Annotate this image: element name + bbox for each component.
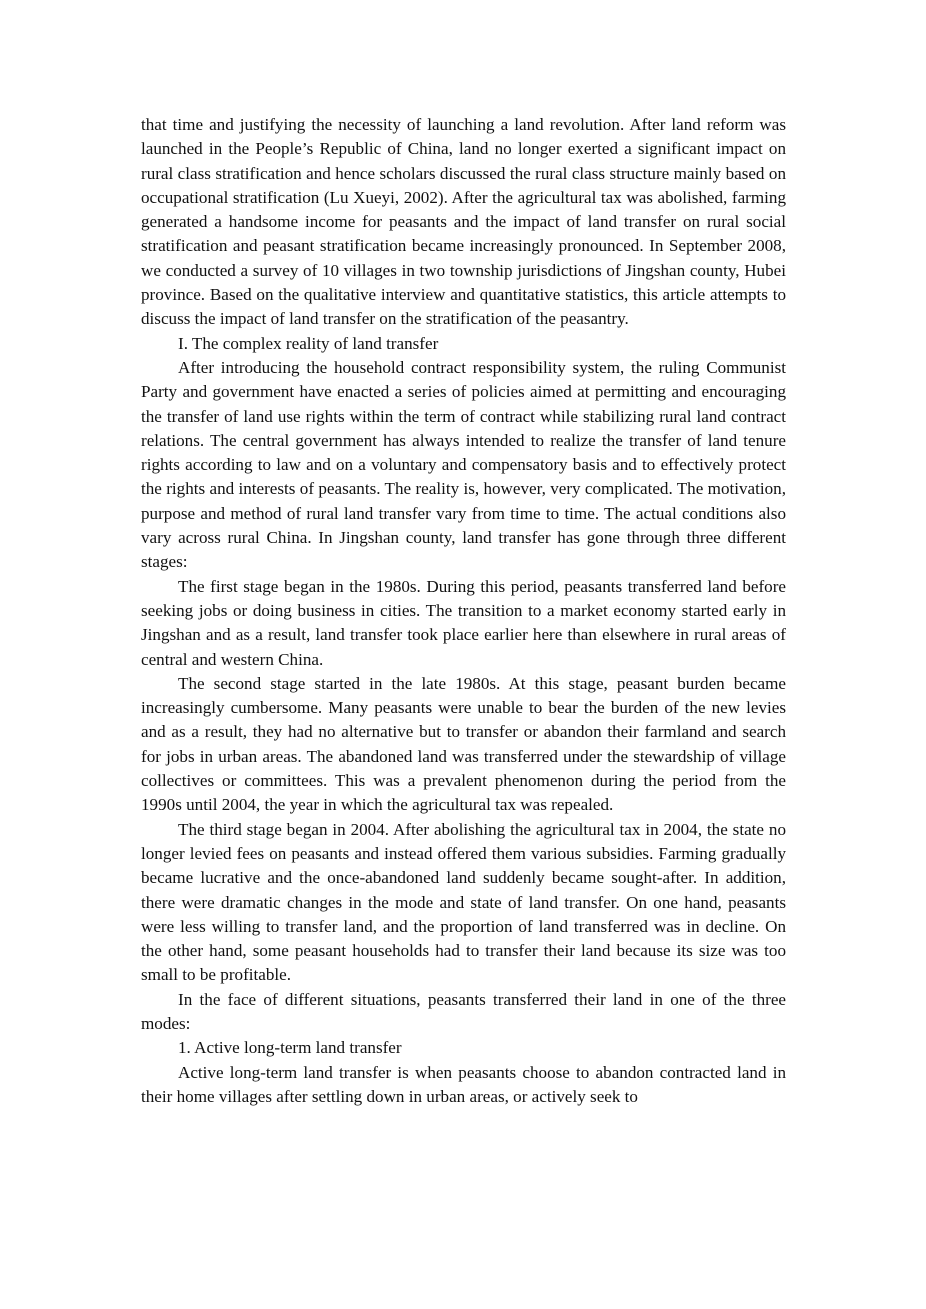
section-heading-complex-reality: I. The complex reality of land transfer: [178, 333, 439, 353]
paragraph-contract-system: After introducing the household contract responsibility system, the ruling Communist Party and government have enacted a series of policies aimed at permitting and encouraging the transfer of land use rights within the term of contract while stabilizing rural land contract relations. The central government has always intended to realize the transfer of land tenure rights according to law and on a voluntary and compensatory basis and to effectively protect the rights and interests of peasants. The reality is, however, very complicated. The motivation, purpose and method of rural land transfer vary from time to time. The actual conditions also vary across rural China. In Jingshan county, land transfer has gone through three different stages:: [141, 357, 786, 572]
paragraph-second-stage: The second stage started in the late 1980s. At this stage, peasant burden became increasingly cumbersome. Many peasants were unable to bear the burden of the new levies and as a result, they had no alternative but to transfer or abandon their farmland and search for jobs in urban areas. The abandoned land was transferred under the stewardship of village collectives or committees. This was a prevalent phenomenon during the period from the 1990s until 2004, the year in which the agricultural tax was repealed.: [141, 673, 786, 815]
document-body: [141, 113, 786, 1109]
subsection-heading-active-transfer: 1. Active long-term land transfer: [178, 1038, 402, 1058]
paragraph-active-transfer: Active long-term land transfer is when peasants choose to abandon contracted land in their home villages after settling down in urban areas, or actively seek to: [141, 1062, 786, 1106]
paragraph-intro: that time and justifying the necessity of launching a land revolution. After land reform was launched in the People’s Republic of China, land no longer exerted a significant impact on rural class stratification and hence scholars discussed the rural class structure mainly based on occupational stratification (Lu Xueyi, 2002). After the agricultural tax was abolished, farming generated a handsome income for peasants and the impact of land transfer on rural social stratification and peasant stratification became increasingly pronounced. In September 2008, we conducted a survey of 10 villages in two township jurisdictions of Jingshan county, Hubei province. Based on the qualitative interview and quantitative statistics, this article attempts to discuss the impact of land transfer on the stratification of the peasantry.: [141, 115, 786, 329]
paragraph-three-modes: In the face of different situations, peasants transferred their land in one of the three modes:: [141, 989, 786, 1033]
paragraph-third-stage: The third stage began in 2004. After abolishing the agricultural tax in 2004, the state no longer levied fees on peasants and instead offered them various subsidies. Farming gradually became lucrative and the once-abandoned land suddenly became sought-after. In addition, there were dramatic changes in the mode and state of land transfer. On one hand, peasants were less willing to transfer land, and the proportion of land transferred was in decline. On the other hand, some peasant households had to transfer their land because its size was too small to be profitable.: [141, 819, 786, 985]
paragraph-first-stage: The first stage began in the 1980s. During this period, peasants transferred land before seeking jobs or doing business in cities. The transition to a market economy started early in Jingshan and as a result, land transfer took place earlier here than elsewhere in rural areas of central and western China.: [141, 576, 786, 669]
